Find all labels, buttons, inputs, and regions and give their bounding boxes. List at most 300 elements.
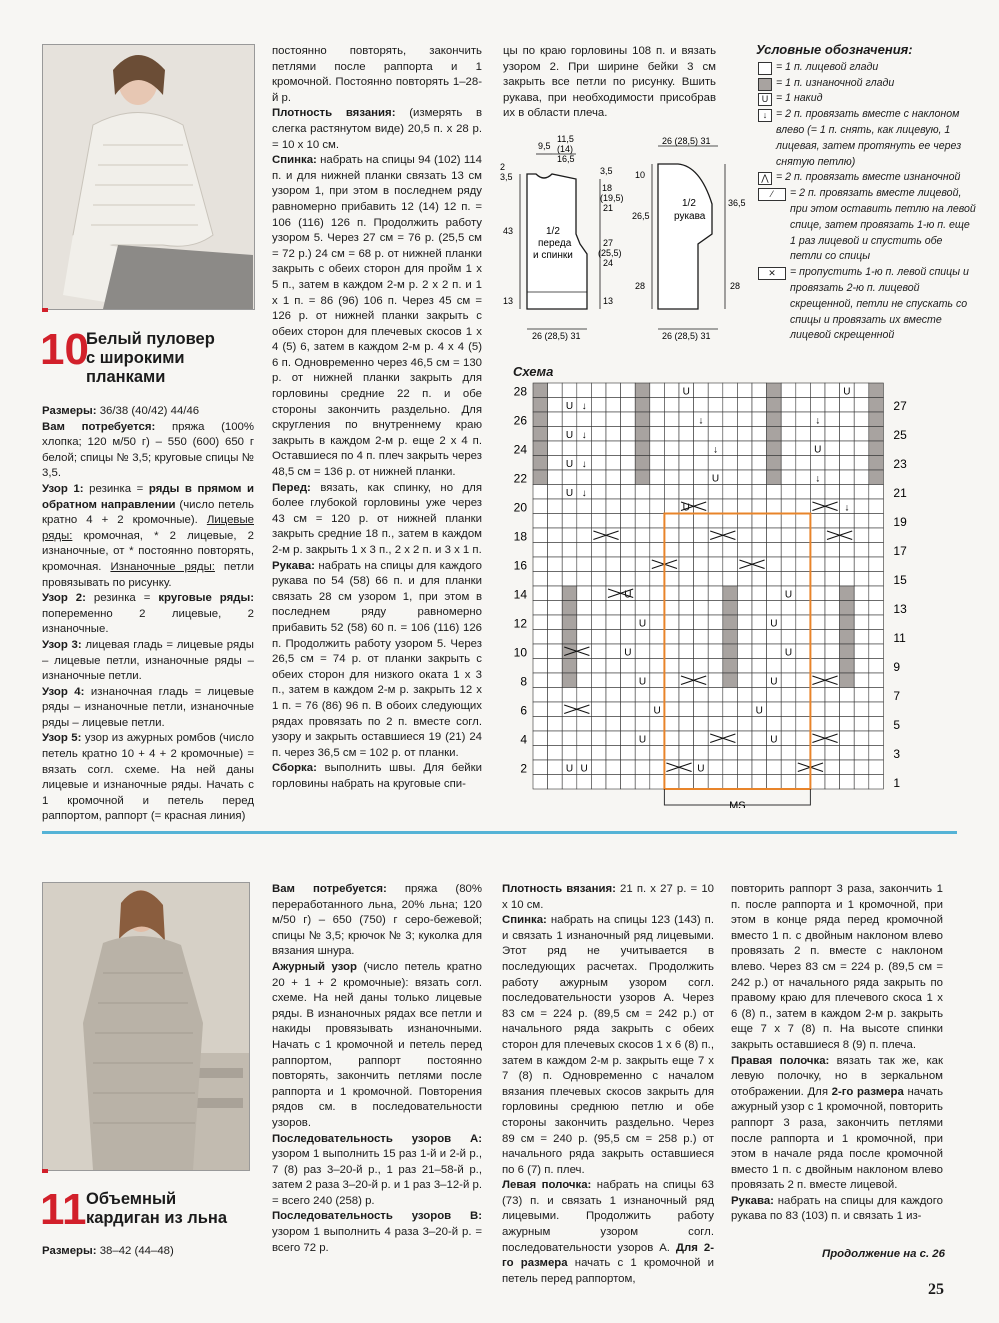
- chart-cell: [825, 702, 840, 717]
- chart-cell: [869, 630, 884, 645]
- chart-cell: [825, 731, 840, 746]
- chart-cell: [781, 673, 796, 688]
- chart-cell: [577, 630, 592, 645]
- chart-cell: [854, 615, 869, 630]
- chart-cell: [606, 601, 621, 616]
- chart-cell: [679, 412, 694, 427]
- chart-cell: [854, 630, 869, 645]
- chart-cell: [810, 746, 825, 761]
- chart-cell: [694, 702, 709, 717]
- chart-cell: [767, 717, 782, 732]
- chart-cell: [621, 630, 636, 645]
- chart-cell: [562, 514, 577, 529]
- chart-cell: [796, 630, 811, 645]
- chart-cell: [562, 412, 577, 427]
- yarn-over-mark: U: [682, 502, 690, 514]
- chart-cell: [737, 383, 752, 398]
- chart-cell: [708, 398, 723, 413]
- svg-text:36,5: 36,5: [728, 198, 746, 208]
- decrease-mark: ↓: [844, 502, 850, 514]
- chart-cell: [533, 383, 548, 398]
- chart-cell: [621, 412, 636, 427]
- chart-cell: [810, 731, 825, 746]
- chart-cell: [635, 644, 650, 659]
- chart-cell: [635, 499, 650, 514]
- repeat-label: MS: [729, 800, 746, 808]
- chart-cell: [635, 383, 650, 398]
- chart-cell: [650, 731, 665, 746]
- chart-cell: [737, 557, 752, 572]
- decrease-mark: ↓: [815, 473, 821, 485]
- chart-cell: [723, 485, 738, 500]
- chart-cell: [708, 499, 723, 514]
- legend-knit: = 1 п. лицевой глади: [756, 60, 976, 76]
- accent-bar: [42, 308, 48, 312]
- front: Перед: вязать, как спинку, но для более глубокой горловины уже через 43 см = 120 р. от нижней планки закрыть средние 18 п., затем в каждом 2-м р. закрыть 1 х 3 п., 2 х 2 п. и 3 х 1 п.: [272, 481, 482, 556]
- chart-cell: [694, 775, 709, 790]
- chart-cell: [767, 557, 782, 572]
- chart-cell: [810, 543, 825, 558]
- chart-cell: [606, 470, 621, 485]
- chart-cell: [708, 427, 723, 442]
- chart-cell: [694, 731, 709, 746]
- chart-cell: [810, 775, 825, 790]
- chart-cell: [635, 717, 650, 732]
- chart-cell: [810, 702, 825, 717]
- chart-cell: [591, 398, 606, 413]
- chart-cell: [664, 470, 679, 485]
- chart-cell: [650, 572, 665, 587]
- chart-cell: [679, 659, 694, 674]
- svg-text:3,5: 3,5: [600, 166, 613, 176]
- chart-cell: [810, 514, 825, 529]
- chart-cell: [825, 601, 840, 616]
- row-label-left: 20: [513, 500, 527, 515]
- chart-cell: [664, 485, 679, 500]
- chart-cell: [781, 746, 796, 761]
- legend-p2tog: ⋀ = 2 п. провязать вместе изнаночной: [756, 170, 976, 186]
- yarn-over-mark: U: [638, 734, 647, 746]
- chart-cell: [767, 383, 782, 398]
- chart-cell: [606, 514, 621, 529]
- chart-cell: [796, 528, 811, 543]
- yarn-over-mark: U: [565, 487, 574, 499]
- chart-cell: [533, 586, 548, 601]
- chart-cell: [737, 586, 752, 601]
- row-label-right: 15: [893, 572, 907, 587]
- chart-cell: [840, 485, 855, 500]
- chart-cell: [810, 760, 825, 775]
- chart-cell: [591, 557, 606, 572]
- chart-cell: [781, 543, 796, 558]
- chart-cell: [781, 470, 796, 485]
- chart-cell: [825, 499, 840, 514]
- schema-title: Схема: [513, 364, 554, 379]
- legend: [756, 42, 976, 344]
- chart-cell: [635, 702, 650, 717]
- chart-cell: [752, 775, 767, 790]
- chart-cell: [591, 659, 606, 674]
- chart-cell: [650, 412, 665, 427]
- body-label-line3: и спинки: [533, 250, 573, 261]
- chart-cell: [840, 557, 855, 572]
- sleeve-pattern-diagram: [630, 134, 760, 344]
- chart-cell: [591, 543, 606, 558]
- chart-cell: [723, 601, 738, 616]
- yarn-over-mark: U: [682, 386, 690, 398]
- chart-cell: [737, 760, 752, 775]
- chart-cell: [591, 644, 606, 659]
- sizes-line-2: Размеры: 38–42 (44–48): [42, 1245, 174, 1257]
- pattern-title-2: Объемный кардиган из льна: [86, 1190, 228, 1227]
- chart-cell: [621, 528, 636, 543]
- chart-cell: [781, 775, 796, 790]
- chart-cell: [708, 412, 723, 427]
- chart-cell: [796, 398, 811, 413]
- chart-cell: [840, 601, 855, 616]
- chart-cell: [723, 760, 738, 775]
- row-label-left: 16: [513, 558, 527, 573]
- chart-cell: [577, 775, 592, 790]
- chart-cell: [708, 702, 723, 717]
- chart-cell: [621, 499, 636, 514]
- chart-cell: [825, 659, 840, 674]
- chart-cell: [767, 586, 782, 601]
- chart-cell: [767, 630, 782, 645]
- chart-cell: [708, 572, 723, 587]
- chart-cell: [869, 456, 884, 471]
- chart-cell: [825, 630, 840, 645]
- chart-cell: [679, 717, 694, 732]
- chart-cell: [737, 441, 752, 456]
- chart-cell: [752, 586, 767, 601]
- chart-cell: [840, 572, 855, 587]
- chart-cell: [591, 630, 606, 645]
- chart-cell: [650, 717, 665, 732]
- chart-cell: [796, 514, 811, 529]
- chart-cell: [679, 456, 694, 471]
- chart-cell: [869, 441, 884, 456]
- chart-cell: [854, 586, 869, 601]
- chart-cell: [562, 470, 577, 485]
- chart-cell: [548, 398, 563, 413]
- chart-cell: [548, 470, 563, 485]
- chart-cell: [650, 383, 665, 398]
- chart-cell: [796, 644, 811, 659]
- chart-cell: [840, 746, 855, 761]
- chart-cell: [854, 485, 869, 500]
- chart-cell: [781, 383, 796, 398]
- row-label-left: 26: [513, 413, 527, 428]
- yarn-over-mark: U: [580, 763, 588, 775]
- k2tog-left-icon: ↓: [758, 109, 772, 122]
- chart-cell: [825, 514, 840, 529]
- sleeve-label-half: 1/2: [682, 198, 696, 209]
- chart-cell: [621, 760, 636, 775]
- chart-cell: [577, 543, 592, 558]
- chart-cell: [854, 775, 869, 790]
- chart-cell: [606, 543, 621, 558]
- chart-cell: [825, 456, 840, 471]
- yarn-over-mark: U: [755, 705, 763, 717]
- chart-cell: [840, 514, 855, 529]
- chart-cell: [635, 427, 650, 442]
- section10-col1: [42, 404, 254, 825]
- chart-cell: [562, 557, 577, 572]
- chart-cell: [767, 659, 782, 674]
- chart-cell: [869, 644, 884, 659]
- chart-cell: [650, 673, 665, 688]
- chart-cell: [664, 775, 679, 790]
- chart-cell: [737, 601, 752, 616]
- yarn-over-mark: U: [843, 386, 851, 398]
- chart-cell: [781, 499, 796, 514]
- chart-cell: [548, 572, 563, 587]
- chart-cell: [810, 688, 825, 703]
- chart-cell: [796, 717, 811, 732]
- chart-cell: [621, 557, 636, 572]
- yarn-over-mark: U: [814, 444, 822, 456]
- chart-cell: [679, 557, 694, 572]
- chart-cell: [723, 383, 738, 398]
- chart-cell: [694, 572, 709, 587]
- chart-cell: [869, 688, 884, 703]
- chart-cell: [533, 673, 548, 688]
- chart-cell: [869, 557, 884, 572]
- chart-cell: [825, 644, 840, 659]
- row-label-right: 23: [893, 456, 907, 471]
- chart-cell: [854, 383, 869, 398]
- chart-cell: [577, 557, 592, 572]
- chart-cell: [723, 456, 738, 471]
- chart-cell: [767, 528, 782, 543]
- chart-cell: [533, 731, 548, 746]
- chart-cell: [869, 731, 884, 746]
- chart-cell: [591, 731, 606, 746]
- chart-cell: [650, 470, 665, 485]
- chart-cell: [694, 717, 709, 732]
- chart-cell: [752, 470, 767, 485]
- chart-cell: [650, 601, 665, 616]
- svg-text:16,5: 16,5: [557, 154, 575, 164]
- chart-cell: [825, 543, 840, 558]
- chart-cell: [825, 615, 840, 630]
- chart-cell: [635, 601, 650, 616]
- chart-cell: [840, 456, 855, 471]
- chart-cell: [635, 630, 650, 645]
- chart-cell: [796, 601, 811, 616]
- chart-cell: [562, 702, 577, 717]
- section10-col3: цы по краю горловины 108 п. и вязать узором 2. При ширине бейки 3 см закрыть все петли по рисунку. Вшить рукава, при необходимости присобрав их в области плеча.: [503, 45, 716, 120]
- chart-cell: [577, 470, 592, 485]
- chart-cell: [533, 412, 548, 427]
- chart-cell: [796, 731, 811, 746]
- chart-cell: [621, 615, 636, 630]
- chart-cell: [708, 630, 723, 645]
- model-illustration: [43, 45, 254, 309]
- chart-cell: [664, 717, 679, 732]
- sleeves: Рукава: набрать на спицы для каждого рукава по 54 (58) 66 п. и для планки связать 28 см узором 1, при этом в последнем ряду равномерно прибавить 52 (58) 60 п. = 106 (116) 126 п. Продолжить работу узором 5. Через 26,5 см = 74 р. от планки закрыть с обеих сторон для низкого оката 1 х 3 п., затем в каждом 2-м р. закрыть 12 х 1 п. = 76 (86) 96 п. В обоих следующих рядах провязать по 2 п. вместе согл. узору и закрыть оставшиеся 19 (21) 24 п. через 36,5 см = 102 р. от планки.: [272, 559, 482, 759]
- svg-text:24: 24: [603, 258, 614, 268]
- chart-cell: [796, 688, 811, 703]
- chart-cell: [533, 775, 548, 790]
- chart-cell: [577, 746, 592, 761]
- svg-text:2: 2: [500, 162, 506, 172]
- chart-cell: [869, 717, 884, 732]
- chart-cell: [737, 702, 752, 717]
- chart-cell: [577, 659, 592, 674]
- chart-cell: [796, 586, 811, 601]
- chart-cell: [664, 456, 679, 471]
- cross-stitch-icon: ✕: [758, 267, 786, 280]
- page-number: 25: [928, 1281, 944, 1298]
- chart-cell: [664, 427, 679, 442]
- chart-cell: [533, 630, 548, 645]
- row-label-right: 19: [893, 514, 907, 529]
- chart-cell: [767, 499, 782, 514]
- chart-cell: [621, 746, 636, 761]
- chart-cell: [752, 412, 767, 427]
- chart-cell: [737, 427, 752, 442]
- chart-cell: [869, 383, 884, 398]
- chart-cell: [606, 441, 621, 456]
- chart-cell: [854, 644, 869, 659]
- chart-cell: [533, 644, 548, 659]
- chart-cell: [650, 630, 665, 645]
- decrease-mark: ↓: [815, 415, 821, 427]
- chart-cell: [752, 557, 767, 572]
- chart-cell: [767, 412, 782, 427]
- chart-cell: [723, 717, 738, 732]
- chart-cell: [650, 775, 665, 790]
- chart-cell: [767, 485, 782, 500]
- chart-cell: [548, 514, 563, 529]
- yarn-over-mark: U: [565, 429, 574, 441]
- chart-cell: [635, 572, 650, 587]
- row-label-right: 27: [893, 398, 907, 413]
- chart-cell: [591, 528, 606, 543]
- chart-cell: [708, 528, 723, 543]
- chart-cell: [767, 470, 782, 485]
- chart-cell: [548, 383, 563, 398]
- chart-cell: [810, 601, 825, 616]
- row-label-left: 10: [513, 645, 527, 660]
- chart-cell: [577, 572, 592, 587]
- svg-text:13: 13: [503, 296, 514, 306]
- chart-cell: [737, 688, 752, 703]
- chart-cell: [562, 586, 577, 601]
- chart-cell: [723, 659, 738, 674]
- chart-cell: [752, 543, 767, 558]
- chart-cell: [708, 485, 723, 500]
- row-label-left: 14: [513, 587, 527, 602]
- svg-text:26 (28,5) 31: 26 (28,5) 31: [662, 136, 711, 146]
- chart-cell: [664, 630, 679, 645]
- chart-cell: [723, 673, 738, 688]
- chart-cell: [840, 688, 855, 703]
- row-label-right: 9: [893, 659, 901, 674]
- chart-cell: [767, 456, 782, 471]
- yarn-over-mark: U: [697, 763, 705, 775]
- chart-cell: [781, 427, 796, 442]
- chart-cell: [577, 601, 592, 616]
- chart-cell: [533, 702, 548, 717]
- svg-text:26,5: 26,5: [632, 211, 650, 221]
- row-label-right: 13: [893, 601, 907, 616]
- chart-cell: [664, 615, 679, 630]
- chart-cell: [694, 441, 709, 456]
- chart-cell: [606, 630, 621, 645]
- chart-cell: [737, 398, 752, 413]
- chart-cell: [606, 383, 621, 398]
- chart-cell: [548, 644, 563, 659]
- chart-cell: [840, 543, 855, 558]
- chart-cell: [869, 485, 884, 500]
- chart-cell: [869, 615, 884, 630]
- chart-cell: [840, 630, 855, 645]
- chart-cell: [635, 586, 650, 601]
- chart-cell: [664, 441, 679, 456]
- chart-cell: [854, 659, 869, 674]
- chart-cell: [606, 456, 621, 471]
- chart-cell: [650, 688, 665, 703]
- chart-cell: [606, 644, 621, 659]
- chart-cell: [679, 514, 694, 529]
- row-label-left: 4: [520, 732, 527, 747]
- chart-cell: [694, 514, 709, 529]
- row-label-left: 22: [513, 471, 527, 486]
- chart-cell: [825, 688, 840, 703]
- chart-cell: [840, 412, 855, 427]
- chart-cell: [752, 485, 767, 500]
- chart-cell: [869, 412, 884, 427]
- legend-purl: = 1 п. изнаночной глади: [756, 76, 976, 92]
- chart-cell: [708, 456, 723, 471]
- row-label-right: 25: [893, 427, 907, 442]
- row-label-left: 8: [520, 674, 527, 689]
- chart-cell: [796, 456, 811, 471]
- chart-cell: [825, 717, 840, 732]
- chart-cell: [840, 659, 855, 674]
- chart-cell: [577, 586, 592, 601]
- chart-cell: [606, 615, 621, 630]
- chart-cell: [810, 572, 825, 587]
- svg-text:21: 21: [603, 203, 614, 213]
- chart-cell: [635, 775, 650, 790]
- chart-cell: [781, 630, 796, 645]
- chart-cell: [606, 572, 621, 587]
- chart-cell: [664, 514, 679, 529]
- decrease-mark: ↓: [713, 444, 718, 456]
- chart-cell: [577, 688, 592, 703]
- chart-cell: [650, 644, 665, 659]
- chart-cell: [635, 514, 650, 529]
- chart-cell: [752, 499, 767, 514]
- row-label-right: 3: [893, 746, 901, 761]
- chart-cell: [840, 586, 855, 601]
- chart-cell: [810, 427, 825, 442]
- chart-cell: [679, 746, 694, 761]
- chart-cell: [664, 528, 679, 543]
- chart-cell: [752, 760, 767, 775]
- chart-cell: [854, 427, 869, 442]
- chart-cell: [781, 702, 796, 717]
- chart-cell: [869, 760, 884, 775]
- chart-cell: [606, 485, 621, 500]
- chart-cell: [577, 383, 592, 398]
- chart-cell: [869, 702, 884, 717]
- chart-cell: [621, 456, 636, 471]
